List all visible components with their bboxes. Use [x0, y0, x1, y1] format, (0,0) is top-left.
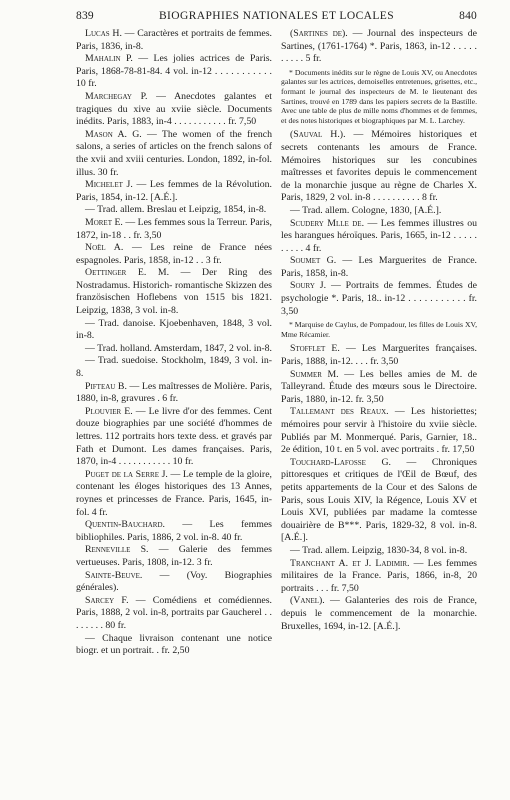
- entry-text: — Les femmes bibliophiles. Paris, 1886, 2 vol. in-8. 40 fr.: [76, 519, 272, 543]
- bibliography-entry: [76, 406, 272, 469]
- bibliography-entry: [281, 255, 477, 280]
- entry-text: — Les historiettes; mémoires pour servir à l'histoire du xviie siècle. Publiés par M. Monmerqué. Paris, Garnier, 18.. 2e édition, 10 t. en 5 vol. avec portraits . fr. 17,50: [281, 406, 477, 456]
- page-number-right: 840: [459, 10, 477, 22]
- bibliography-entry: [281, 28, 477, 66]
- entry-text: — Les reine de France nées espagnoles. Paris, 1858, in-12 . . 3 fr.: [76, 242, 272, 266]
- entry-text: — Comédiens et comédiennes. Paris, 1888, 2 vol. in-8, portraits par Gaucherel . . . . . . . . 80 fr.: [76, 594, 272, 631]
- entry-text: — Le livre d'or des femmes. Cent douze biographies par une société d'hommes de lettres. 112 portraits hors texte dess. et gravés par Fath et Dumont. Les dames françaises. Paris, 1870, in-4 . . . . . . . . . . . 10 fr.: [76, 405, 272, 468]
- entry-text: — Les Marguerites françaises. Paris, 1888, in-12. . . . fr. 3,50: [281, 343, 477, 368]
- bibliography-entry: [76, 129, 272, 179]
- bibliography-entry: [76, 204, 272, 217]
- bibliography-entry: [76, 519, 272, 544]
- bibliography-entry: [76, 91, 272, 129]
- entry-text: — Der Ring des Nostradamus. Historich- romantische Skizzen des französischen Hoflebens von 1515 bis 1821. Leipzig, 1838, 3 vol. in-8.: [76, 267, 272, 317]
- author-name: Mahalin P.: [85, 53, 133, 65]
- bibliography-entry: [281, 369, 477, 407]
- footnote: * Documents inédits sur le règne de Louis XV, ou Anecdotes galantes sur les actrices, demoiselles entretenues, grisettes, etc., formant le journal des inspecteurs de M. le lieutenant des Sartines, trouvé en 1789 dans les papiers secrets de la Bastille. Avec une table de plus de mille noms d'hommes et de femmes, et des notes historiques et biographiques par M. L. Larchey.: [281, 67, 477, 125]
- entry-text: — Les femmes illustres ou les harangues héroïques. Paris, 1665, in-12 . . . . . . . . . . 4 fr.: [281, 217, 477, 254]
- entry-text: — Le temple de la gloire, contenant les éloges historiques des 13 Annes, roynes et princesses de France. Paris, 1645, in-fol. 4 fr.: [76, 468, 272, 518]
- bibliography-entry: [76, 343, 272, 356]
- author-name: Marchegay P.: [85, 90, 148, 102]
- bibliography-entry: [76, 355, 272, 380]
- bibliography-entry: [281, 595, 477, 633]
- author-name: (Sauval H.).: [290, 129, 346, 141]
- entry-text: — Galanteries des rois de France, depuis le commencement de la monarchie. Bruxelles, 1694, in-12. [A.É.].: [281, 595, 477, 632]
- author-name: Soury J.: [290, 280, 327, 292]
- bibliography-entry: [281, 280, 477, 318]
- bibliography-entry: [76, 595, 272, 633]
- bibliography-entry: [76, 570, 272, 595]
- bibliography-entry: [76, 242, 272, 267]
- entry-text: — Les femmes sous la Terreur. Paris, 1872, in-18 . . fr. 3,50: [76, 216, 272, 241]
- bibliography-entry: [281, 218, 477, 256]
- bibliography-entry: [76, 53, 272, 91]
- author-name: Sainte-Beuve.: [85, 569, 143, 581]
- author-name: Tranchant A. et J. Ladimir.: [290, 557, 410, 569]
- bibliography-entry: [76, 381, 272, 406]
- entry-text: — Les femmes de la Révolution. Paris, 1854, in-12. [A.É.].: [76, 179, 272, 203]
- entry-text: — Trad. danoise. Kjoebenhaven, 1848, 3 vol. in-8.: [76, 317, 272, 342]
- author-name: Soumet G.: [290, 255, 337, 267]
- author-name: Michelet J.: [85, 179, 133, 191]
- author-name: Scudery Mlle de.: [290, 217, 365, 229]
- page-title: BIOGRAPHIES NATIONALES ET LOCALES: [158, 10, 394, 22]
- bibliography-entry: [76, 267, 272, 317]
- author-name: Noël A.: [85, 242, 124, 254]
- entry-text: — Les femmes militaires de la France. Paris, 1866, in-8, 20 portraits . . . fr. 7,50: [281, 557, 477, 594]
- bibliography-entry: [281, 205, 477, 218]
- bibliography-entry: [281, 343, 477, 368]
- entry-text: — Anecdotes galantes et tragiques du xive au xviie siècle. Documents inédits. Paris, 1883, in-4 . . . . . . . . . . . fr. 7,50: [76, 90, 272, 128]
- author-name: Moret E.: [85, 216, 123, 228]
- author-name: Renneville S.: [85, 544, 149, 556]
- author-name: Plouvier E.: [85, 405, 133, 417]
- author-name: Tallemant des Reaux.: [290, 406, 389, 418]
- bibliography-entry: [281, 545, 477, 558]
- bibliography-entry: [281, 129, 477, 205]
- right-column: [281, 28, 477, 658]
- entry-text: — Les Marguerites de France. Paris, 1858, in-8.: [281, 255, 477, 279]
- entry-text: — Les belles amies de M. de Talleyrand. Étude des mœurs sous le Directoire. Paris, 1880, in-12. fr. 3,50: [281, 368, 477, 405]
- entry-text: — Mémoires historiques et secrets contenants les amours de France. Mémoires historiques sur les concubines maîtresses et favorites depuis le commencement de la monarchie jusque au règne de Charles X. Paris, 1829, 2 vol. in-8 . . . . . . . . . . 8 fr.: [281, 129, 477, 204]
- bibliography-entry: [76, 469, 272, 519]
- bibliography-entry: [76, 633, 272, 658]
- entry-text: — Galerie des femmes vertueuses. Paris, 1808, in-12. 3 fr.: [76, 544, 272, 568]
- author-name: Sarcey F.: [85, 594, 129, 606]
- author-name: Pifteau B.: [85, 380, 127, 392]
- entry-text: — Trad. allem. Leipzig, 1830-34, 8 vol. in-8.: [290, 544, 468, 556]
- left-column: [76, 28, 272, 658]
- author-name: Quentin-Bauchard.: [85, 519, 165, 531]
- author-name: (Sartines de).: [290, 28, 348, 39]
- running-header: [76, 10, 477, 22]
- author-name: Lucas H.: [85, 28, 122, 39]
- entry-text: — Journal des inspecteurs de Sartines, (1761-1764) *. Paris, 1863, in-12 . . . . . . . . . . 5 fr.: [281, 28, 478, 65]
- entry-text: — Portraits de femmes. Études de psychologie *. Paris, 18.. in-12 . . . . . . . . . . . fr. 3,50: [281, 280, 478, 317]
- bibliography-entry: [76, 318, 272, 343]
- author-name: Stofflet E.: [290, 343, 340, 355]
- entry-text: — Trad. allem. Breslau et Leipzig, 1854, in-8.: [85, 204, 267, 216]
- bibliography-entry: [281, 406, 477, 456]
- entry-text: — Trad. allem. Cologne, 1830, [A.É.].: [290, 204, 442, 216]
- bibliography-entry: [76, 28, 272, 53]
- author-name: Summer M.: [290, 368, 339, 380]
- entry-text: — Caractères et portraits de femmes. Paris, 1836, in-8.: [76, 28, 272, 52]
- entry-text: — Chroniques pittoresques et critiques de l'Œil de Bœuf, des petits appartements de la Cour et des Salons de Paris, sous Louis XIV, la Régence, Louis XV et Louis XVI, publiées par madame la comtesse douairière de B***. Paris, 1829-32, 8 vol. in-8. [A.É.].: [281, 456, 477, 544]
- author-name: Touchard-Lafosse G.: [290, 456, 391, 468]
- entry-text: — The women of the french salons, a series of articles on the french salons of the xvii and xviii centuries. London, 1892, in-fol. illus. 30 fr.: [76, 128, 272, 178]
- bibliography-entry: [281, 457, 477, 545]
- author-name: Mason A. G.: [85, 128, 142, 140]
- author-name: (Vanel).: [290, 595, 325, 607]
- entry-text: — Les jolies actrices de Paris. Paris, 1868-78-81-84. 4 vol. in-12 . . . . . . . . . . . 10 fr.: [76, 53, 272, 90]
- entry-text: — (Voy. Biographies générales).: [76, 569, 272, 594]
- entry-text: — Trad. holland. Amsterdam, 1847, 2 vol. in-8.: [85, 342, 272, 354]
- entry-text: — Les maîtresses de Molière. Paris, 1880, in-8, gravures . 6 fr.: [76, 380, 272, 405]
- author-name: Puget de la Serre J.: [85, 468, 168, 480]
- author-name: Oettinger E. M.: [85, 267, 170, 279]
- columns: [76, 28, 477, 658]
- bibliography-entry: [76, 217, 272, 242]
- entry-text: — Trad. suedoise. Stockholm, 1849, 3 vol. in-8.: [76, 355, 272, 380]
- bibliography-entry: [281, 558, 477, 596]
- footnote: * Marquise de Caylus, de Pompadour, les filles de Louis XV, Mme Récamier.: [281, 320, 477, 339]
- bibliography-entry: [76, 179, 272, 204]
- bibliography-entry: [76, 544, 272, 569]
- entry-text: — Chaque livraison contenant une notice biogr. et un portrait. . fr. 2,50: [76, 632, 272, 657]
- page-number-left: 839: [76, 10, 94, 22]
